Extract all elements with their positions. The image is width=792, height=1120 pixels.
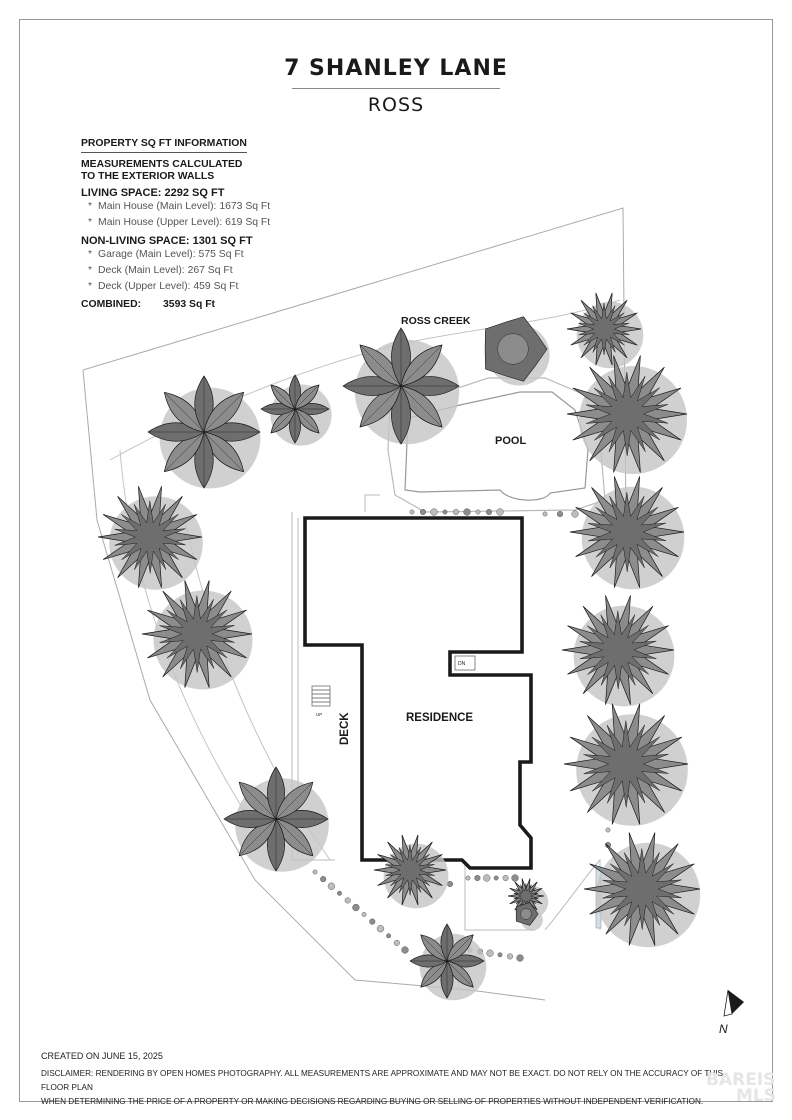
pebble (377, 925, 384, 932)
palm-tree-icon (564, 704, 688, 826)
item-label: Main House (Main Level): (98, 201, 217, 212)
pebble (497, 509, 504, 516)
disclaimer-line: DISCLAIMER: RENDERING BY OPEN HOMES PHOTOGRAPHY. ALL MEASUREMENTS ARE APPROXIMATE AND MAY NOT BE EXACT. DO NOT RELY ON THE ACCURACY OF THIS FLOOR PLAN (41, 1069, 723, 1092)
mls-watermark-logo (706, 1072, 776, 1104)
walkway (545, 860, 600, 930)
disclaimer-line: WHEN DETERMINING THE PRICE OF A PROPERTY OR MAKING DECISIONS REGARDING BUYING OR SELLING OF PROPERTIES WITHOUT INDEPENDENT VERIFICATION. (41, 1097, 704, 1106)
palm-tree-icon (562, 595, 674, 706)
up-label: UP (316, 712, 323, 717)
watermark-line: BAREIS (706, 1070, 776, 1090)
item-value: 459 Sq Ft (193, 281, 239, 292)
pebble (443, 510, 447, 514)
palm-tree-icon (98, 486, 203, 590)
pebble (394, 940, 400, 946)
pool-label: POOL (495, 435, 527, 447)
item-label: Garage (Main Level): (98, 249, 196, 260)
item-label: Deck (Main Level): (98, 265, 185, 276)
north-arrow-icon (719, 990, 744, 1036)
bullet: * (88, 281, 93, 292)
pebble (337, 891, 341, 895)
bullet: * (88, 265, 93, 276)
info-heading: PROPERTY SQ FT INFORMATION (81, 138, 247, 153)
north-label: N (719, 1022, 728, 1036)
pebble (517, 955, 524, 962)
page-subtitle: ROSS (367, 94, 425, 116)
non-living-space-total: NON-LIVING SPACE: 1301 SQ FT (81, 235, 253, 247)
bullet: * (88, 201, 93, 212)
combined-value: 3593 Sq Ft (163, 299, 216, 310)
deck-stairs (312, 686, 330, 706)
residence-outline (305, 518, 531, 868)
leafy-tree-icon (148, 376, 260, 488)
pebble (320, 876, 326, 882)
info-note-line: TO THE EXTERIOR WALLS (81, 171, 215, 182)
pebble (345, 898, 351, 904)
info-note-line: MEASUREMENTS CALCULATED (81, 159, 243, 170)
leafy-tree-icon (224, 767, 329, 872)
ross-creek-label: ROSS CREEK (401, 315, 471, 327)
pebble (494, 876, 498, 880)
pebble (476, 510, 480, 514)
pebble (313, 870, 317, 874)
pebble (386, 934, 390, 938)
pebble (606, 828, 610, 832)
residence-label: RESIDENCE (406, 712, 474, 724)
item-value: 619 Sq Ft (225, 217, 271, 228)
pebble (475, 875, 481, 881)
pebble (503, 875, 509, 881)
leafy-tree-icon (410, 924, 486, 1000)
pebble (572, 511, 579, 518)
pebble (498, 953, 502, 957)
disclaimer (41, 1067, 741, 1109)
palm-tree-icon (142, 580, 253, 689)
pebble (486, 509, 492, 515)
pebble (370, 919, 376, 925)
pebble (512, 875, 519, 882)
leafy-tree-icon (261, 375, 332, 446)
pebble (447, 881, 453, 887)
pebble (543, 512, 547, 516)
living-space-total: LIVING SPACE: 2292 SQ FT (81, 187, 225, 199)
dn-label: DN (458, 661, 466, 667)
palm-tree-icon (567, 293, 643, 368)
leafy-tree-icon (343, 328, 459, 444)
pebble (557, 511, 563, 517)
pebble (362, 912, 366, 916)
pebble (410, 510, 414, 514)
created-date: CREATED ON JUNE 15, 2025 (41, 1051, 163, 1061)
pebble (328, 883, 335, 890)
combined-label: COMBINED: (81, 299, 142, 310)
pebble (483, 875, 490, 882)
dn-stairs (455, 656, 475, 670)
bullet: * (88, 217, 93, 228)
pebble (464, 509, 471, 516)
pebble (431, 509, 438, 516)
pebble (420, 509, 426, 515)
pebble (487, 950, 494, 957)
item-label: Main House (Upper Level): (98, 217, 223, 228)
pebble (402, 947, 409, 954)
item-value: 575 Sq Ft (198, 249, 244, 260)
pebble (453, 509, 459, 515)
palm-tree-icon (584, 833, 700, 948)
shrub-icon (485, 317, 549, 386)
deck-label: DECK (339, 712, 351, 745)
item-label: Deck (Upper Level): (98, 281, 191, 292)
bullet: * (88, 249, 93, 260)
pebble (507, 954, 513, 960)
pebble (353, 904, 360, 911)
item-value: 1673 Sq Ft (219, 201, 271, 212)
item-value: 267 Sq Ft (187, 265, 233, 276)
watermark-line: MLS (736, 1086, 776, 1106)
pebble (466, 876, 470, 880)
page-title: 7 SHANLEY LANE (284, 56, 508, 81)
